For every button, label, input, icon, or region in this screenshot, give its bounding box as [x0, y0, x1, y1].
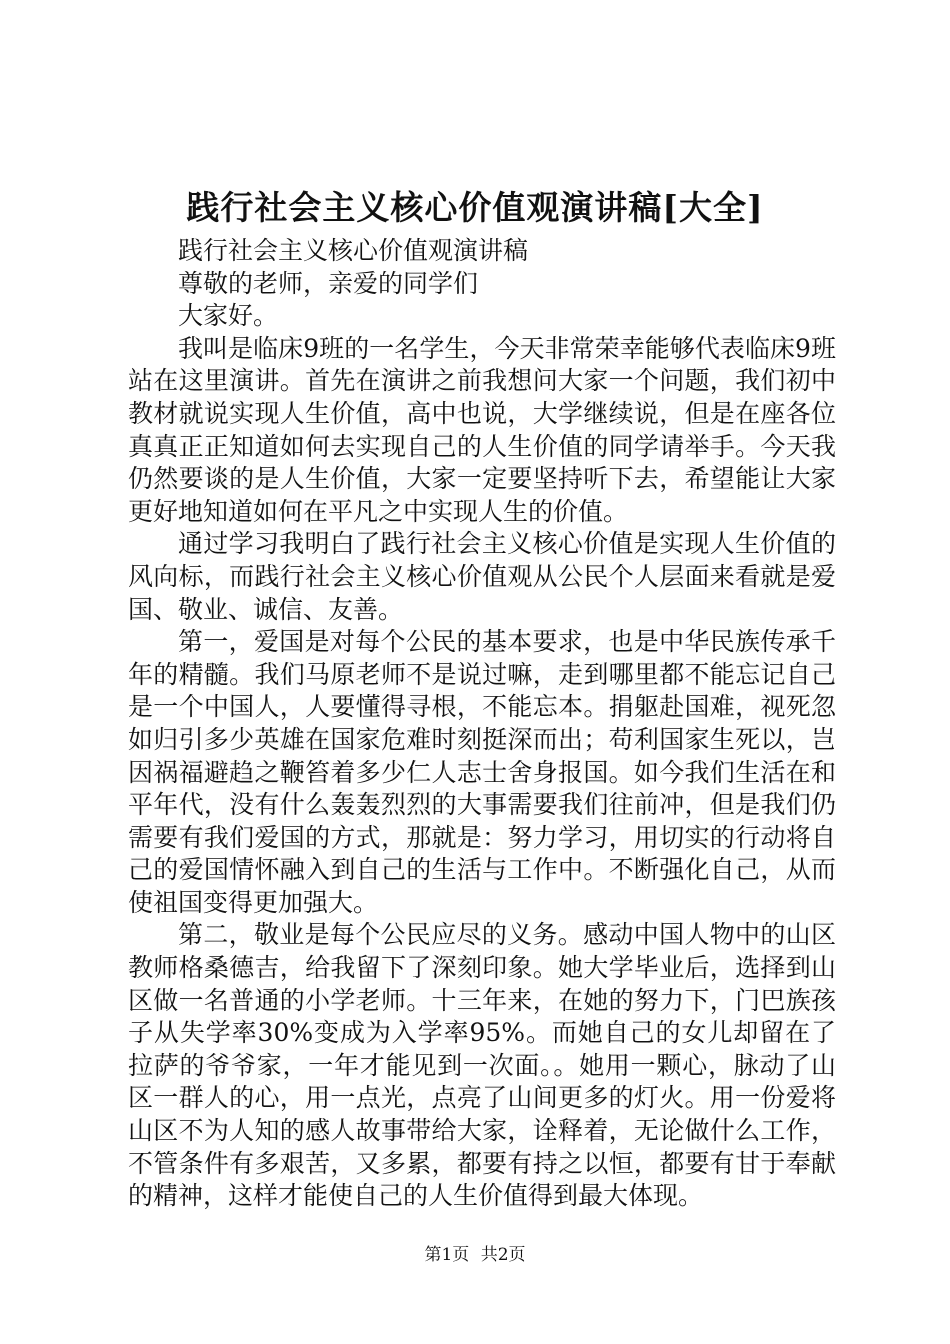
- paragraph-dedication: 第二，敬业是每个公民应尽的义务。感动中国人物中的山区教师格桑德吉，给我留下了深刻印象。她大学毕业后，选择到山区做一名普通的小学老师。十三年来，在她的努力下，门巴族孩子从失学率30%变成为入学率95%。而她自己的女儿却留在了拉萨的爷爷家，一年才能见到一次面。。她用一颗心，脉动了山区一群人的心，用一点光，点亮了山间更多的灯火。用一份爱将山区不为人知的感人故事带给大家，诠释着，无论做什么工作，不管条件有多艰苦，又多累，都要有持之以恒，都要有甘于奉献的精神，这样才能使自己的人生价值得到最大体现。: [128, 920, 836, 1211]
- page-footer: [0, 1244, 950, 1266]
- paragraph-core-values: 通过学习我明白了践行社会主义核心价值是实现人生价值的风向标，而践行社会主义核心价值观从公民个人层面来看就是爱国、敬业、诚信、友善。: [128, 529, 836, 624]
- page-total: 共2页: [480, 1245, 526, 1265]
- paragraph-greeting: 大家好。: [178, 301, 279, 331]
- paragraph-subtitle: 践行社会主义核心价值观演讲稿: [178, 236, 529, 265]
- page-number: 第1页: [424, 1245, 470, 1265]
- document-title: 践行社会主义核心价值观演讲稿[大全]: [186, 188, 764, 227]
- paragraph-patriotism: 第一，爱国是对每个公民的基本要求，也是中华民族传承千年的精髓。我们马原老师不是说过嘛，走到哪里都不能忘记自己是一个中国人，人要懂得寻根，不能忘本。捐躯赴国难，视死忽如归引多少英雄在国家危难时刻挺深而出；苟利国家生死以，岂因祸福避趋之鞭笞着多少仁人志士舍身报国。如今我们生活在和平年代，没有什么轰轰烈烈的大事需要我们往前冲，但是我们仍需要有我们爱国的方式，那就是：努力学习，用切实的行动将自己的爱国情怀融入到自己的生活与工作中。不断强化自己，从而使祖国变得更加强大。: [128, 627, 836, 917]
- paragraph-introduction: 我叫是临床9班的一名学生，今天非常荣幸能够代表临床9班站在这里演讲。首先在演讲之前我想问大家一个问题，我们初中教材就说实现人生价值，高中也说，大学继续说，但是在座各位真真正正知道如何去实现自己的人生价值的同学请举手。今天我仍然要谈的是人生价值，大家一定要坚持听下去，希望能让大家更好地知道如何在平凡之中实现人生的价值。: [128, 333, 836, 526]
- document-body: [128, 235, 836, 1213]
- paragraph-salutation: 尊敬的老师，亲爱的同学们: [178, 268, 479, 298]
